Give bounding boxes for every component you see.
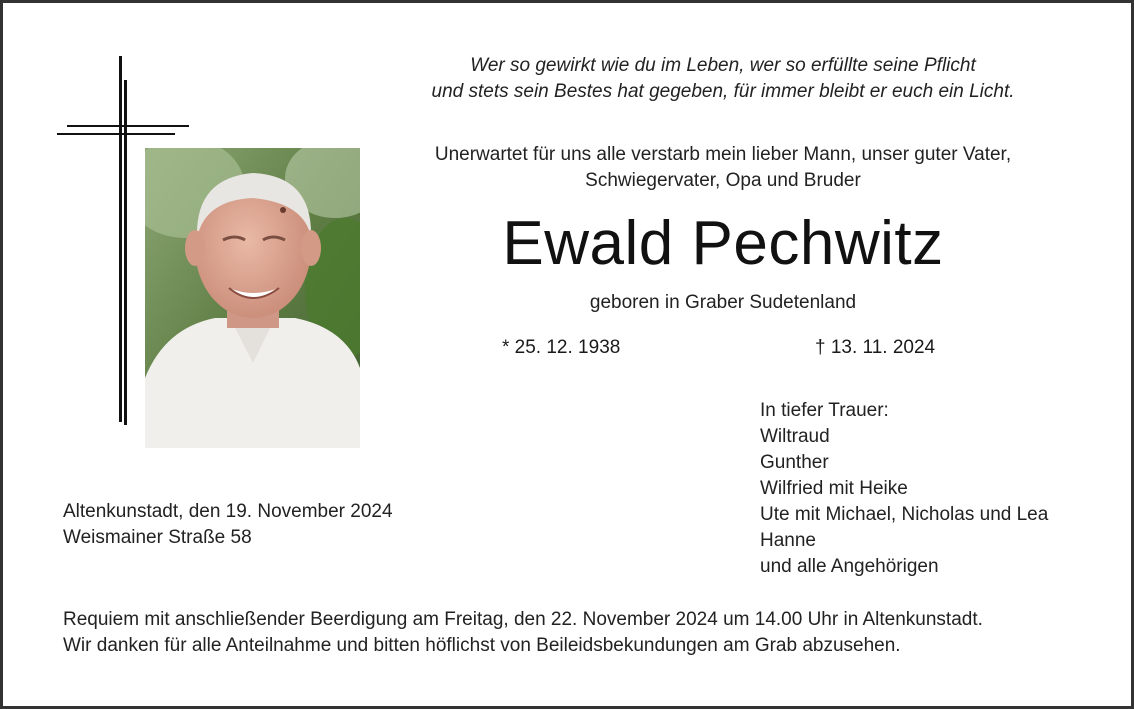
mourners-list (760, 398, 1048, 580)
funeral-information (63, 607, 1103, 659)
deceased-name: Ewald Pechwitz (502, 209, 944, 278)
cross-horizontal-bar (67, 125, 189, 127)
birthplace: geboren in Graber Sudetenland (589, 292, 857, 313)
intro-line: Schwiegervater, Opa und Bruder (585, 170, 861, 191)
mourner-name: Ute mit Michael, Nicholas und Lea (760, 504, 1049, 525)
street-address: Weismainer Straße 58 (63, 527, 252, 548)
requiem-details: Requiem mit anschließender Beerdigung am Freitag, den 22. November 2024 um 14.00 Uhr in Altenkunstadt. (63, 609, 983, 630)
cross-horizontal-bar-offset (57, 133, 175, 135)
place-date: Altenkunstadt, den 19. November 2024 (63, 501, 393, 522)
birth-date: * 25. 12. 1938 (502, 337, 621, 358)
portrait-photo (145, 148, 360, 448)
mourners-heading: In tiefer Trauer: (760, 400, 889, 421)
poem-line: Wer so gewirkt wie du im Leben, wer so erfüllte seine Pflicht (470, 55, 976, 76)
intro-line: Unerwartet für uns alle verstarb mein lieber Mann, unser guter Vater, (434, 144, 1012, 165)
mourner-name: Wiltraud (760, 426, 830, 447)
cross-vertical-bar-offset (124, 80, 127, 425)
mourner-name: und alle Angehörigen (760, 556, 939, 577)
mourner-name: Wilfried mit Heike (760, 478, 908, 499)
mourner-name: Hanne (760, 530, 816, 551)
place-and-address (63, 499, 393, 551)
poem-verse (363, 53, 1083, 105)
poem-line: und stets sein Bestes hat gegeben, für immer bleibt er euch ein Licht. (431, 81, 1015, 102)
mourner-name: Gunther (760, 452, 829, 473)
death-date: † 13. 11. 2024 (815, 337, 936, 358)
announcement-intro (363, 142, 1083, 194)
cross-vertical-bar (119, 56, 122, 422)
thanks-note: Wir danken für alle Anteilnahme und bitten höflichst von Beileidsbekundungen am Grab abzusehen. (63, 635, 901, 656)
